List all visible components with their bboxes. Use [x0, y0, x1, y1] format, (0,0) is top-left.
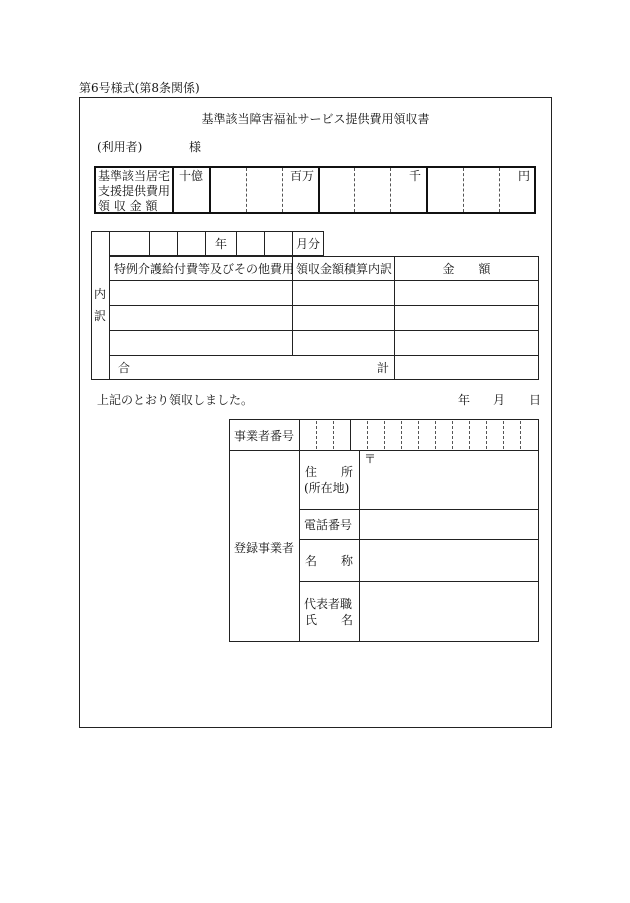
breakdown-side-label-2: 訳	[94, 309, 107, 323]
date-day-label: 日	[529, 393, 542, 407]
col-header-amount: 金 額	[442, 262, 491, 276]
date-month-label: 月	[493, 393, 506, 407]
date-year-label: 年	[458, 393, 471, 407]
breakdown-side-column	[91, 231, 110, 380]
period-year-label: 年	[215, 237, 228, 251]
unit-yen: 円	[518, 169, 531, 183]
unit-billions: 十億	[179, 169, 204, 183]
unit-millions: 百万	[290, 169, 315, 183]
representative-name-label: 氏 名	[305, 613, 354, 627]
postal-mark: 〒	[364, 452, 377, 466]
amount-label-line3: 領 収 金 額	[98, 199, 158, 213]
address-sub-label: (所在地)	[304, 481, 350, 495]
provider-name-label: 名 称	[305, 554, 354, 568]
breakdown-side-label-1: 内	[94, 287, 107, 301]
provider-table	[229, 419, 539, 642]
recipient-label: (利用者)	[97, 140, 143, 154]
col-header-calculation: 領収金額積算内訳	[296, 262, 393, 276]
form-reference: 第6号様式(第8条関係)	[79, 81, 200, 95]
receipt-note: 上記のとおり領収しました。	[97, 393, 254, 407]
total-label-1: 合	[118, 361, 131, 375]
period-month-label: 月分	[296, 237, 321, 251]
unit-thousands: 千	[409, 169, 422, 183]
col-header-benefit-costs: 特例介護給付費等及びその他費用	[114, 262, 295, 276]
amount-label-line2: 支援提供費用	[98, 184, 171, 198]
address-label: 住 所	[305, 465, 354, 479]
amount-label-line1: 基準該当居宅	[98, 169, 171, 183]
form-title: 基準該当障害福祉サービス提供費用領収書	[201, 112, 430, 126]
total-label-2: 計	[377, 361, 390, 375]
provider-number-label: 事業者番号	[234, 429, 295, 443]
registered-provider-label: 登録事業者	[234, 541, 295, 555]
recipient-honorific: 様	[189, 140, 202, 154]
phone-label: 電話番号	[304, 518, 353, 532]
representative-title-label: 代表者職	[304, 597, 353, 611]
